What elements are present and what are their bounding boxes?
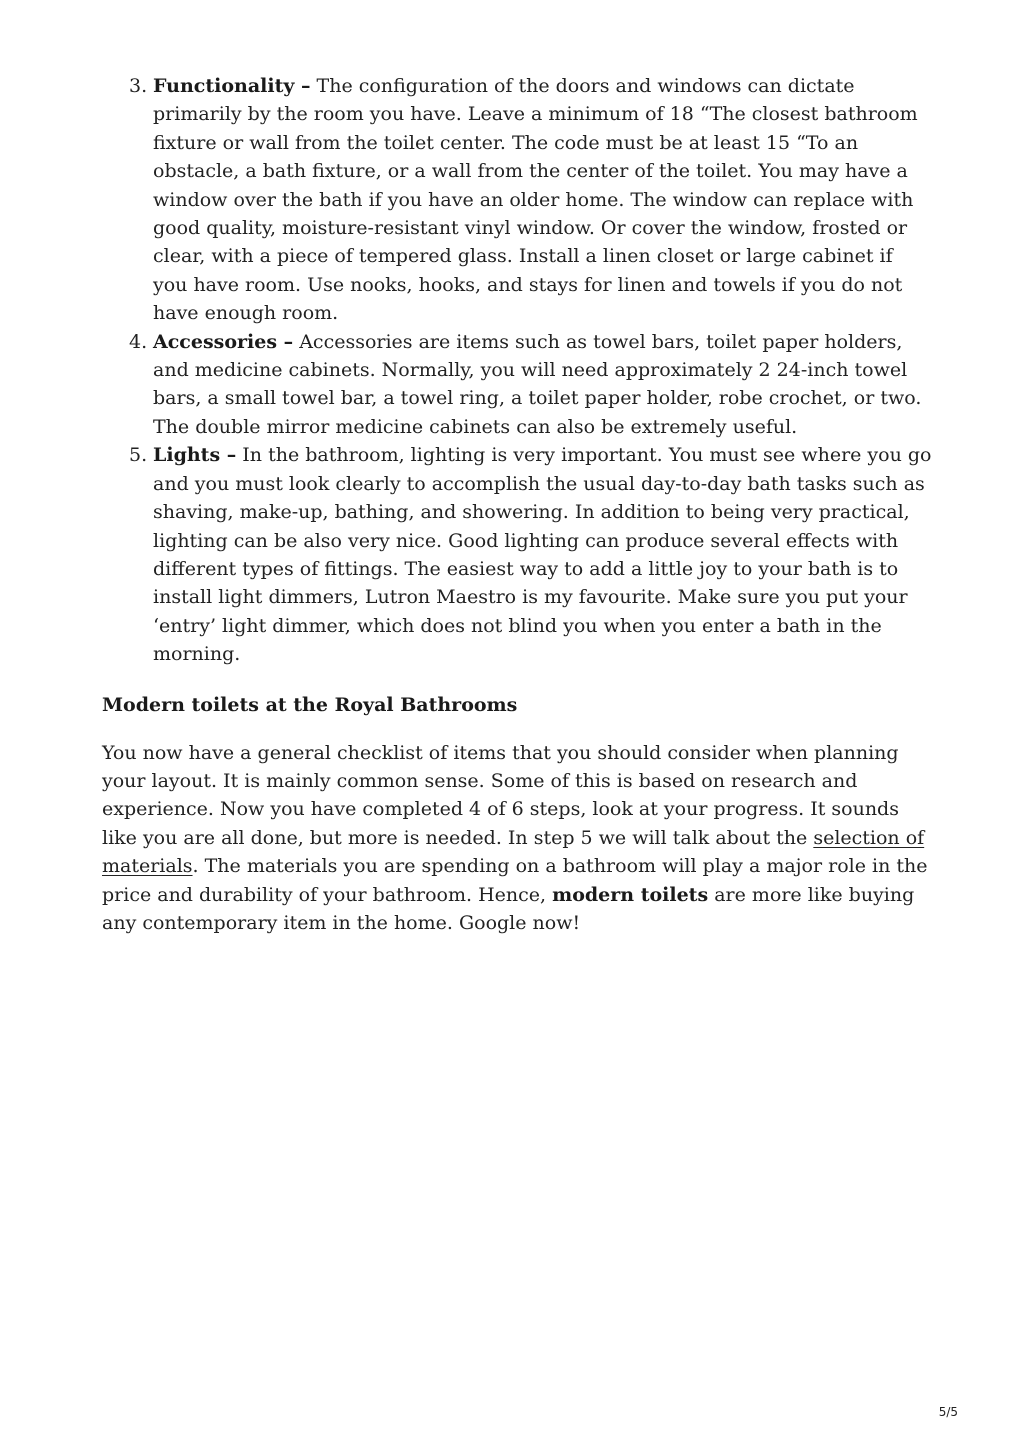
- paragraph-text: are more like buying any contemporary item in the home. Google now!: [102, 883, 915, 934]
- document-body: [102, 72, 932, 937]
- list-item-accessories: [129, 328, 932, 442]
- section-heading: Modern toilets at the Royal Bathrooms: [102, 693, 518, 716]
- steps-list: [102, 72, 932, 669]
- paragraph-text: You now have a general checklist of items that you should consider when planning your layout. It is mainly common sense. Some of this is based on research and experience. Now you have completed 4 of 6 steps, look at your progress. It sounds like you are all done, but more is needed. In step 5 we will talk about the: [102, 741, 899, 849]
- list-item-functionality: [129, 72, 932, 328]
- list-item-term: Accessories –: [153, 330, 294, 353]
- selection-of-materials-link[interactable]: selection of materials: [102, 826, 925, 878]
- list-item-term: Lights –: [153, 444, 237, 467]
- list-number: 4.: [129, 330, 148, 353]
- list-item-lights: [129, 441, 932, 668]
- body-paragraph: [102, 739, 932, 938]
- list-item-text: In the bathroom, lighting is very important. You must see where you go and you must look clearly to accomplish the usual day-to-day bath tasks such as shaving, make-up, bathing, and showering. In addition to being very practical, lighting can be also very nice. Good lighting can produce several effects with different types of fittings. The easiest way to add a little joy to your bath is to install light dimmers, Lutron Maestro is my favourite. Make sure you put your ‘entry’ light dimmer, which does not blind you when you enter a bath in the morning.: [153, 444, 932, 666]
- list-item-text: The configuration of the doors and windows can dictate primarily by the room you have. Leave a minimum of 18 “The closest bathroom fixture or wall from the toilet center. The code must be at least 15 “To an obstacle, a bath fixture, or a wall from the center of the toilet. You may have a window over the bath if you have an older home. The window can replace with good quality, moisture-resistant vinyl window. Or cover the window, frosted or clear, with a piece of tempered glass. Install a linen closet or large cabinet if you have room. Use nooks, hooks, and stays for linen and towels if you do not have enough room.: [153, 75, 918, 325]
- list-number: 3.: [129, 75, 148, 97]
- bold-keyword: modern toilets: [552, 883, 709, 906]
- list-number: 5.: [129, 444, 148, 467]
- list-item-text: Accessories are items such as towel bars, toilet paper holders, and medicine cabinets. Normally, you will need approximately 2 24-inch towel bars, a small towel bar, a towel ring, a toilet paper holder, robe crochet, or two. The double mirror medicine cabinets can also be extremely useful.: [153, 330, 922, 438]
- page-number: 5/5: [938, 1405, 958, 1419]
- list-item-term: Functionality –: [153, 75, 311, 97]
- paragraph-text: . The materials you are spending on a bathroom will play a major role in the price and durability of your bathroom. Hence,: [102, 855, 928, 906]
